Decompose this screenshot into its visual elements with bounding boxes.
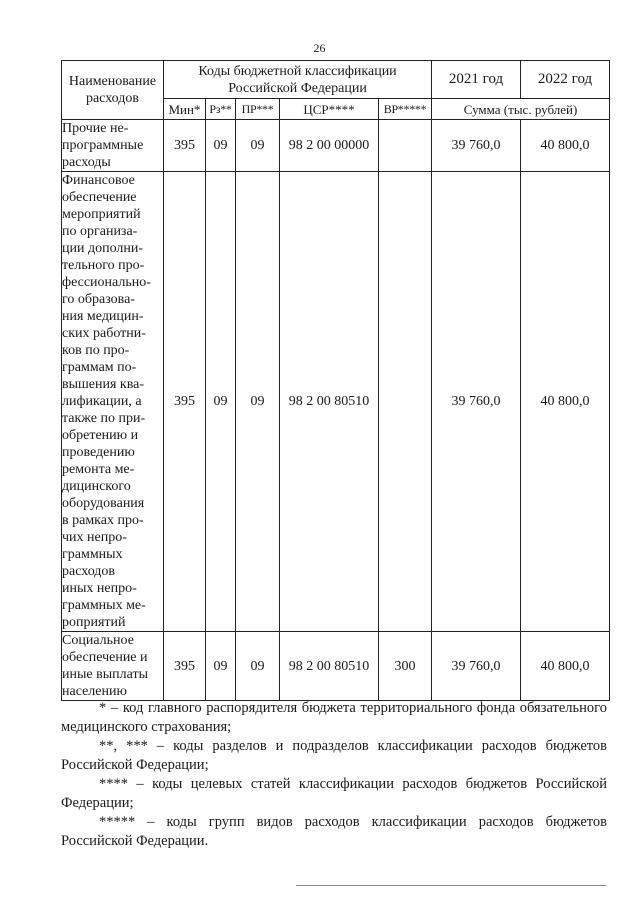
footnote-rz-pr: **, *** – коды разделов и подразделов классификации расходов бюджетов Российской Федерации; (61, 738, 607, 773)
expense-name: Прочие не- программные расходы (62, 120, 164, 172)
footnote-min: * – код главного распорядителя бюджета территориального фонда обязательного медицинского страхования; (61, 700, 607, 735)
amount-2022: 40 800,0 (521, 120, 610, 172)
rz-code: 09 (206, 120, 236, 172)
footnote-csr: **** – коды целевых статей классификации расходов бюджетов Российской Федерации; (61, 776, 607, 811)
table-row (62, 172, 610, 632)
pr-code: 09 (236, 120, 280, 172)
vr-code (379, 120, 432, 172)
table-row (62, 120, 610, 172)
page-number: 26 (313, 41, 326, 55)
amount-2021: 39 760,0 (432, 172, 521, 632)
amount-2022: 40 800,0 (521, 632, 610, 701)
amount-2022: 40 800,0 (521, 172, 610, 632)
footnotes (61, 699, 607, 851)
budget-table (61, 60, 610, 701)
header-pr: ПР*** (236, 99, 280, 120)
header-year-2022: 2022 год (521, 61, 610, 99)
header-year-2021: 2021 год (432, 61, 521, 99)
header-csr: ЦСР**** (280, 99, 379, 120)
amount-2021: 39 760,0 (432, 632, 521, 701)
table-row (62, 632, 610, 701)
expense-name: Финансовое обеспечение мероприятий по организа- ции дополни- тельного про- фессионально- го образова- ния медицин- ских работни- ков по про- граммам по- вышения ква- лификации, а также по при- обретению и проведению ремонта ме- дицинского оборудования в рамках про- чих непро- граммных расходов иных непро- граммных ме- роприятий (62, 172, 164, 632)
vr-code: 300 (379, 632, 432, 701)
header-min: Мин* (164, 99, 206, 120)
csr-code: 98 2 00 80510 (280, 632, 379, 701)
min-code: 395 (164, 172, 206, 632)
csr-code: 98 2 00 80510 (280, 172, 379, 632)
csr-code: 98 2 00 00000 (280, 120, 379, 172)
rz-code: 09 (206, 632, 236, 701)
header-expense-name: Наименование расходов (62, 61, 164, 120)
header-rz: Рз** (206, 99, 236, 120)
footnote-vr: ***** – коды групп видов расходов классификации расходов бюджетов Российской Федерации. (61, 814, 607, 849)
vr-code (379, 172, 432, 632)
expense-name: Социальное обеспечение и иные выплаты населению (62, 632, 164, 701)
header-vr: ВР***** (379, 99, 432, 120)
divider (296, 885, 606, 886)
amount-2021: 39 760,0 (432, 120, 521, 172)
min-code: 395 (164, 120, 206, 172)
pr-code: 09 (236, 172, 280, 632)
rz-code: 09 (206, 172, 236, 632)
header-classification-codes: Коды бюджетной классификации Российской Федерации (164, 61, 432, 99)
min-code: 395 (164, 632, 206, 701)
pr-code: 09 (236, 632, 280, 701)
header-sum-label: Сумма (тыс. рублей) (432, 99, 610, 120)
